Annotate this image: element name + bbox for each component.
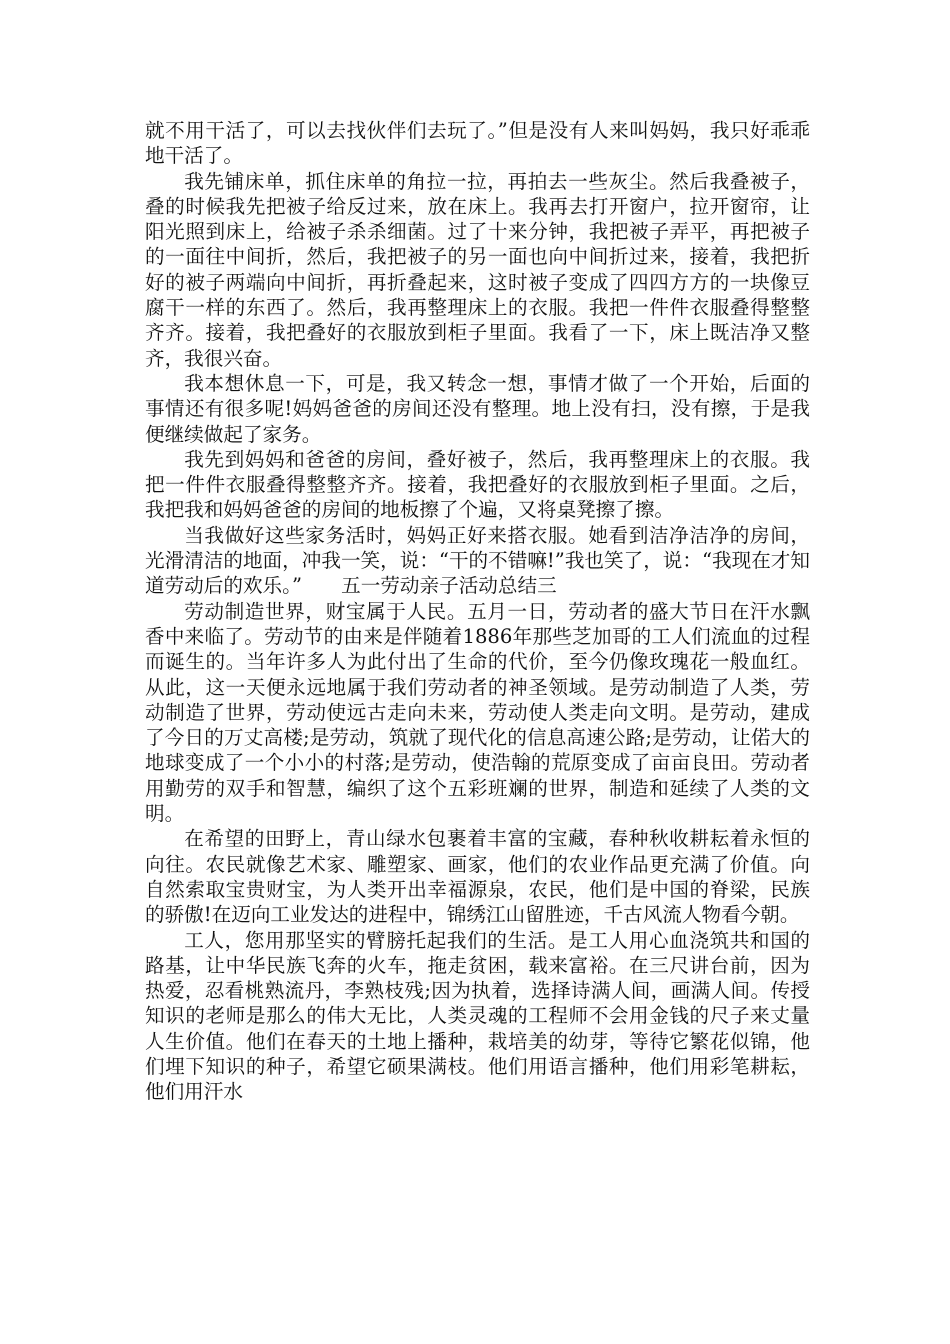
paragraph: 我先到妈妈和爸爸的房间，叠好被子，然后，我再整理床上的衣服。我把一件件衣服叠得整整齐齐。接着，我把叠好的衣服放到柜子里面。之后，我把我和妈妈爸爸的房间的地板擦了个遍，又将桌凳擦了擦。 xyxy=(145,447,810,522)
paragraph: 就不用干活了，可以去找伙伴们去玩了。”但是没有人来叫妈妈，我只好乖乖地干活了。 xyxy=(145,119,810,168)
paragraph: 我本想休息一下，可是，我又转念一想，事情才做了一个开始，后面的事情还有很多呢!妈妈爸爸的房间还没有整理。地上没有扫，没有擦，于是我便继续做起了家务。 xyxy=(145,371,810,446)
paragraph: 劳动制造世界，财宝属于人民。五月一日，劳动者的盛大节日在汗水飘香中来临了。劳动节的由来是伴随着1886年那些芝加哥的工人们流血的过程而诞生的。当年许多人为此付出了生命的代价，至今仍像玫瑰花一般血红。从此，这一天便永远地属于我们劳动者的神圣领域。是劳动制造了人类，劳动制造了世界，劳动使远古走向未来，劳动使人类走向文明。是劳动，建成了今日的万丈高楼;是劳动，筑就了现代化的信息高速公路;是劳动，让偌大的地球变成了一个小小的村落;是劳动，使浩翰的荒原变成了亩亩良田。劳动者用勤劳的双手和智慧，编织了这个五彩班斓的世界，制造和延续了人类的文明。 xyxy=(145,599,810,826)
paragraph: 在希望的田野上，青山绿水包裹着丰富的宝藏，春种秋收耕耘着永恒的向往。农民就像艺术家、雕塑家、画家，他们的农业作品更充满了价值。向自然索取宝贵财宝，为人类开出幸福源泉，农民，他们是中国的脊梁，民族的骄傲!在迈向工业发达的进程中，锦绣江山留胜迹，千古风流人物看今朝。 xyxy=(145,827,810,927)
paragraph: 工人，您用那坚实的臂膀托起我们的生活。是工人用心血浇筑共和国的路基，让中华民族飞奔的火车，拖走贫困，载来富裕。在三尺讲台前，因为热爱，忍看桃熟流丹，李熟枝残;因为执着，选择诗满人间，画满人间。传授知识的老师是那么的伟大无比，人类灵魂的工程师不会用金钱的尺子来丈量人生价值。他们在春天的土地上播种，栽培美的幼芽，等待它繁花似锦，他们埋下知识的种子，希望它硕果满枝。他们用语言播种，他们用彩笔耕耘，他们用汗水 xyxy=(145,928,810,1104)
paragraph: 我先铺床单，抓住床单的角拉一拉，再拍去一些灰尘。然后我叠被子，叠的时候我先把被子给反过来，放在床上。我再去打开窗户，拉开窗帘，让阳光照到床上，给被子杀杀细菌。过了十来分钟，我把被子弄平，再把被子的一面往中间折，然后，我把被子的另一面也向中间折过来，接着，我把折好的被子两端向中间折，再折叠起来，这时被子变成了四四方方的一块像豆腐干一样的东西了。然后，我再整理床上的衣服。我把一件件衣服叠得整整齐齐。接着，我把叠好的衣服放到柜子里面。我看了一下，床上既洁净又整齐，我很兴奋。 xyxy=(145,169,810,370)
document-body xyxy=(145,118,810,1105)
paragraph: 当我做好这些家务活时，妈妈正好来搭衣服。她看到洁净洁净的房间，光滑清洁的地面，冲我一笑，说：“干的不错嘛!”我也笑了，说：“我现在才知道劳动后的欢乐。” 五一劳动亲子活动总结三 xyxy=(145,523,810,598)
